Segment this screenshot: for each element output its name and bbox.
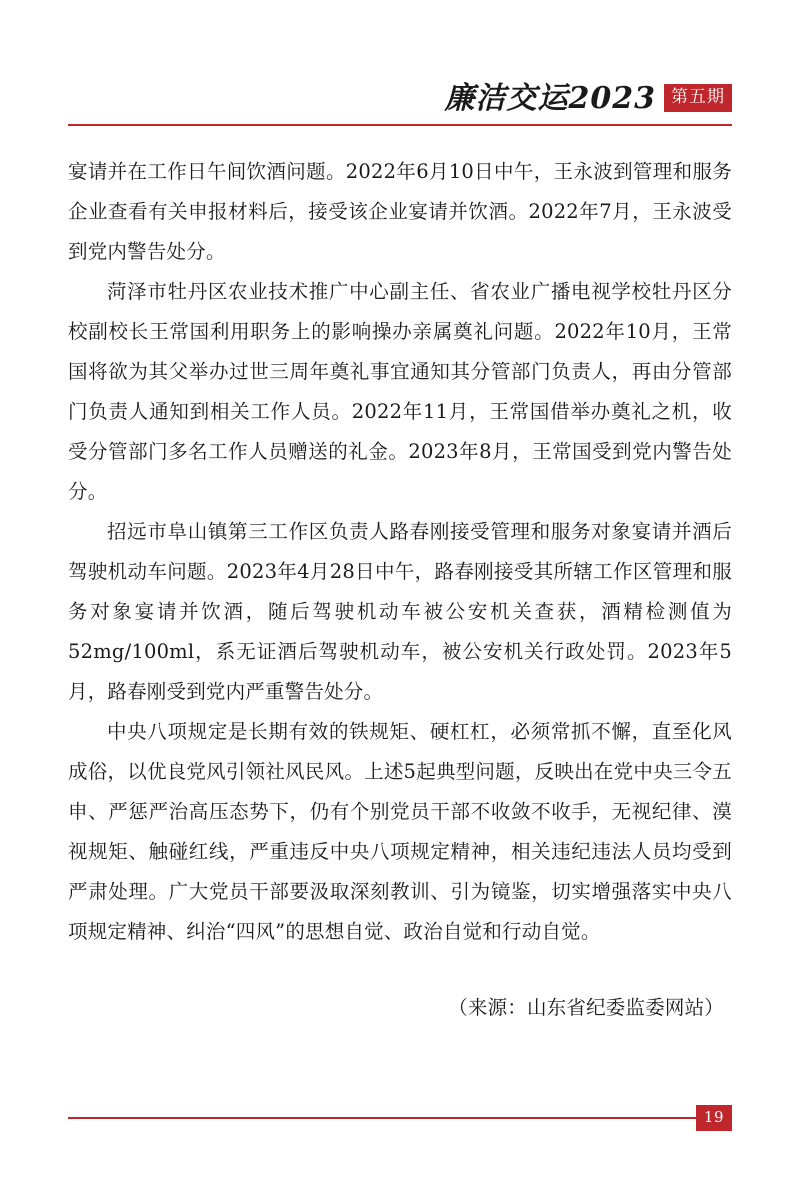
issue-badge: 第五期 xyxy=(664,84,732,112)
source-attribution: （来源：山东省纪委监委网站） xyxy=(448,996,724,1019)
header-divider xyxy=(68,124,732,126)
article-body xyxy=(68,152,732,1028)
paragraph-case-wangchangguo: 菏泽市牡丹区农业技术推广中心副主任、省农业广播电视学校牡丹区分校副校长王常国利用职务上的影响操办亲属奠礼问题。2022年10月，王常国将欲为其父举办过世三周年奠礼事宜通知其分管部门负责人，再由分管部门负责人通知到相关工作人员。2022年11月，王常国借举办奠礼之机，收受分管部门多名工作人员赠送的礼金。2023年8月，王常国受到党内警告处分。 xyxy=(68,280,732,503)
footer-divider xyxy=(68,1117,696,1119)
page-number: 19 xyxy=(696,1105,732,1131)
page-footer xyxy=(68,1105,732,1131)
page-header xyxy=(68,0,732,118)
paragraph-continuation: 宴请并在工作日午间饮酒问题。2022年6月10日中午，王永波到管理和服务企业查看有关申报材料后，接受该企业宴请并饮酒。2022年7月，王永波受到党内警告处分。 xyxy=(68,160,732,263)
publication-brand xyxy=(444,81,733,116)
paragraph-conclusion: 中央八项规定是长期有效的铁规矩、硬杠杠，必须常抓不懈，直至化风成俗，以优良党风引领社风民风。上述5起典型问题，反映出在党中央三令五申、严惩严治高压态势下，仍有个别党员干部不收敛不收手，无视纪律、漠视规矩、触碰红线，严重违反中央八项规定精神，相关违纪违法人员均受到严肃处理。广大党员干部要汲取深刻教训、引为镜鉴，切实增强落实中央八项规定精神、纠治“四风”的思想自觉、政治自觉和行动自觉。 xyxy=(68,720,732,943)
paragraph-case-luchungang: 招远市阜山镇第三工作区负责人路春刚接受管理和服务对象宴请并酒后驾驶机动车问题。2023年4月28日中午，路春刚接受其所辖工作区管理和服务对象宴请并饮酒，随后驾驶机动车被公安机关查获，酒精检测值为52mg/100ml，系无证酒后驾驶机动车，被公安机关行政处罚。2023年5月，路春刚受到党内严重警告处分。 xyxy=(68,520,732,703)
publication-title: 廉洁交运2023 xyxy=(444,81,656,116)
